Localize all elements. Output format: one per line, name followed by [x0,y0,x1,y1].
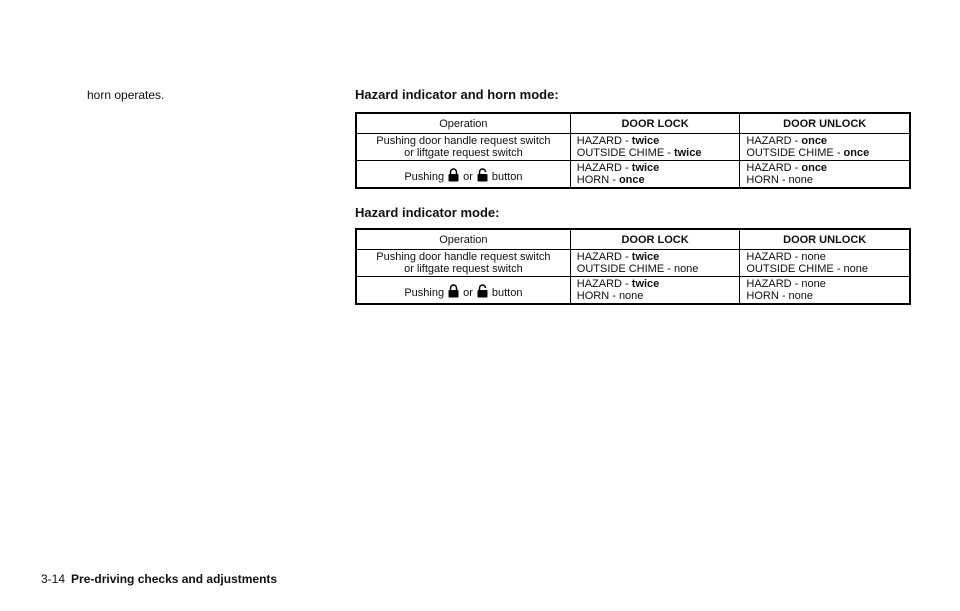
continued-text: horn operates. [87,88,165,102]
door-unlock-cell [740,250,910,277]
header-door-lock: DOOR LOCK [570,113,740,134]
header-operation: Operation [356,113,570,134]
header-door-unlock: DOOR UNLOCK [740,229,910,250]
result-value: twice [673,147,702,159]
operation-line: Pushing door handle request switch [376,251,551,263]
operation-line: or liftgate request switch [404,147,523,159]
chapter-title: Pre-driving checks and adjustments [71,572,278,586]
table-row [356,250,910,277]
result-value: twice [631,251,660,263]
result-value: once [618,174,645,186]
result-label: HAZARD - [576,278,632,290]
page-number: 3-14 [41,572,66,586]
operation-cell [356,250,570,277]
operation-text: Pushing [404,286,445,299]
result-label: OUTSIDE CHIME - [746,147,844,159]
result-label: HORN - none [746,174,814,186]
hazard-table [355,228,911,305]
result-label: HAZARD - [576,251,632,263]
operation-cell [356,161,570,189]
result-label: OUTSIDE CHIME - none [576,263,699,275]
table-row [356,277,910,305]
header-door-lock: DOOR LOCK [570,229,740,250]
operation-line: Pushing door handle request switch [376,135,551,147]
result-label: OUTSIDE CHIME - [576,147,674,159]
result-value: twice [631,162,660,174]
door-lock-cell [570,161,740,189]
operation-text: Pushing [404,170,445,183]
result-value: twice [631,278,660,290]
section-title-hazard-horn: Hazard indicator and horn mode: [355,87,559,102]
door-unlock-cell [740,277,910,305]
header-operation: Operation [356,229,570,250]
operation-text: or [463,286,473,299]
operation-cell [356,134,570,161]
section-title-hazard: Hazard indicator mode: [355,205,500,220]
operation-line: or liftgate request switch [404,263,523,275]
operation-text: button [491,286,523,299]
result-value: once [843,147,870,159]
operation-cell [356,277,570,305]
hazard-horn-table [355,112,911,189]
result-value: once [801,135,828,147]
table-row [356,134,910,161]
result-value: once [801,162,828,174]
door-lock-cell [570,277,740,305]
lock-closed-icon [448,284,459,301]
lock-closed-icon [448,168,459,185]
result-label: HAZARD - [576,162,632,174]
operation-text: button [491,170,523,183]
door-unlock-cell [740,134,910,161]
result-label: OUTSIDE CHIME - none [746,263,869,275]
header-door-unlock: DOOR UNLOCK [740,113,910,134]
result-label: HAZARD - [576,135,632,147]
operation-text: or [463,170,473,183]
table-row [356,161,910,189]
door-lock-cell [570,250,740,277]
result-value: twice [631,135,660,147]
door-unlock-cell [740,161,910,189]
result-label: HAZARD - [746,135,802,147]
table-header-row [356,113,910,134]
result-label: HAZARD - [746,162,802,174]
lock-open-icon [477,284,488,301]
table-header-row [356,229,910,250]
lock-open-icon [477,168,488,185]
door-lock-cell [570,134,740,161]
result-label: HORN - none [746,290,814,302]
result-label: HORN - [576,174,619,186]
result-label: HAZARD - none [746,278,826,290]
page-footer [41,572,277,586]
result-label: HORN - none [576,290,644,302]
result-label: HAZARD - none [746,251,826,263]
